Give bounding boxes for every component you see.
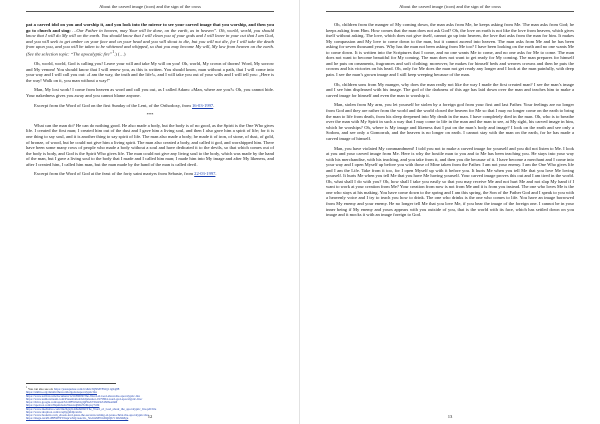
text: Excerpt from the Word of God at the feast of the forty saint martyrs from Sebaste, from — [34, 171, 195, 177]
footnote-rule — [26, 383, 116, 384]
text: . — [213, 102, 215, 108]
header-rule — [26, 11, 274, 12]
paragraph — [26, 103, 274, 109]
footnote-link[interactable]: https://spe.box.com/s/8zpm4wda7tkzcu4j99a7fzhlqwy7ri6l — [26, 404, 100, 408]
paragraph: Man, My lost work! I come from heaven as word and call you out, as I called Adam: «Man, where are you?» Oh, you cannot hide. Your nakedness gives you away and you cannot blame anyone. — [26, 87, 274, 98]
footnote-link[interactable]: https://jesuspulsar.com/tvshm/JQNMT8Wg11gKg88 — [54, 387, 120, 392]
footnote-link[interactable]: https://www.mediafire.com/file/6gzyb4r6uh6b9l/The_Word_of_God_about_the_apocalyptic_fire.pdf/file — [26, 407, 157, 411]
paragraph: What can the man do? He can do nothing good. He also made a body, but the body is of no good, as the Spirit is the One Who gives life. I created the first man; I created him out of the dust and I gave him a living soul, and then I also gave him a spirit of life; for it is one thing to say soul, and it is another thing to say spirit of life. The man also made a body; he made it of iron, of stone, of dust, of gold, of bronze, of wood, but he could not give him a living spirit. The man also created a body, and called it god, and worshipped him. There have been some many rows of people who made a body without a soul and have dedicated it to the devils, so that which comes out of the body is body, and God is the Spirit Who gives life. The man could not give any living soul to the body, which was made by the hand of the man, but I gave a living soul to the body that I made and I called him man; I made him into My image and after My likeness, and after I created him, I called him man, but the man made by the hand of the man is called devil. — [26, 122, 274, 167]
footnote-link[interactable]: https://www.scribd.com/document/121186009/The-Word-of-God-about-the-apocalyptic-fire — [26, 394, 141, 398]
paragraph: Oh, children from the manger of My coming down, the man asks from Me, he keeps asking from Me. The man asks from God; he keeps asking from Him. How comes that the man does not ask God? Oh, the love on earth is not like the love from heaven, which gives itself without asking. The love, which does not give itself, cannot go up into heaven, the love that asks from the man for him. It makes My compassion and My love to come down to the man, but it cannot ascend into heaven. The man asks from Me and he has been asking for seven thousand years. Why has the man not been asking from Me too? I have been looking on the earth and no one wants Me to come down. It is written into the Scriptures that I come, and no one wants Me to come, and no one asks for Me to come. The man does not want to become beautiful for My coming. The man does not want to get ready for My coming. The man prepares for himself and he puts on ornaments, fragrances and soft clothing; moreover, he makes for himself beds and weaves crowns and then he puts the crowns and his victories on his head. Oh, only for Me does the man not get ready any longer and I look at the man painfully, with deep pain. I see the man’s grown image and I still keep weeping because of the man. — [326, 22, 574, 77]
header-rule — [326, 11, 574, 12]
text: . — [215, 171, 217, 177]
footnote-link[interactable]: https://www.bookrix.com_ebook-lord-jesus-the-second-coming-of-jesus-christ-the-apocalyptic-fire — [26, 414, 149, 418]
footnote-ref[interactable]: 1 — [112, 49, 115, 54]
footnote-number: 1 — [26, 386, 28, 389]
section-separator: *** — [146, 112, 154, 118]
footnote-link[interactable]: https://www.authorstream.com/Presentation/feldjeleanor-1975804-word-god-apocalyptic-fire/ — [26, 397, 143, 401]
date-link[interactable]: 22-03-1997 — [194, 171, 216, 177]
paragraph — [26, 171, 274, 177]
running-head: About the carved image (icon) and the sign of the cross — [399, 4, 501, 9]
footnote-link[interactable]: https://mega.nz/#!LtHBSHY5!hsprwXQ1sAz1G_SGfri2MWnDQOjU5 blhJ4Mgu — [26, 417, 129, 421]
text: .) (…) — [114, 51, 126, 57]
paragraph: Man, stolen from My arm, you let yourself be stolen by a foreign god from your first and last Father. Your feelings are no longer from God and they are rather from the world and the world closed the heaven for Me so that I may no longer come on the earth to bring the man to life from death, from his sleep deepened into My death in the man. I have completely died in the man. Oh, who is to breathe over the man with My Spirit in such a way that I may come to life in the man and the man to see, at My sight, his carved image in him, which he worships? Oh, where is My image and likeness that I put on the man’s body and image? I look on the earth and see only a Sodom, and see only a Gomorrah, and the heaven is no longer on earth. I cannot stay with the man on the earth, for he has made a carved image of himself. — [326, 102, 574, 141]
footnote-link[interactable]: https://www.dropbox.com/s/aq6ygnb9p/anfw — [26, 410, 82, 414]
right-page — [300, 0, 600, 424]
paragraph: Oh, world, world, God is calling you! Leave your will and take My will on you! Oh, world, My crown of thorns! Word, My sorrow and My venom! You should know that I will renew you, as this is written. You should know, man without a path, that I will come into your way and I will call you out: «I am the way, the truth and the life!», and I will take you out of your wills and I will tell you: „Here is the way! Walk on it, you man without a way!” — [26, 60, 274, 83]
italic-text: …Our Father in heaven, may Your will be done, on the earth, as in heaven”. Oh, world, world, you should know that I will do My will on the earth. You should know that I will clean you of your gods and I will leave in your cut that I am God, and you will seek to get amber on your face and on your head and you will shout to die, but you will not die, for I will take the death from upon you, and you will be taken to be whitened and whipped, so that you may become My will, My law from heaven on the earth. (See the selection topic: “The apocalyptic fire” — [26, 27, 274, 57]
date-link[interactable]: 16-03-1997 — [191, 102, 214, 108]
paragraph: Oh, children sons from My manger, why does the man really not like the way I made the first created man? I see the man’s image and I see him displeased with his image. The god of the darkness of this age has laid down over the man and teaches him to make a carved image for himself and even the man to worship it. — [326, 81, 574, 98]
text: Excerpt from the Word of God on the first Sunday of the Lent, of the Orthodoxy, from — [34, 102, 192, 108]
paragraph: Man, you have violated My commandment! I told you not to make a carved image for yourself and you did not listen to Me. I look at you and your carved image from Me. Here is why the hostile man to you and to Me has been teaching you. He stays into your way with his merchandise, with his teaching, and you take from it, and then you die because of it. I have become a merchant and I come into your way and I open Myself up before you with those of Mine taken from the Father. I am not your enemy. I am the One Who gives life and I am the Life. Take from it too, for I open Myself up with it before you. It hurts Me when you tell Me that you love Me loving yourself. It hurts Me when you tell Me that you have Me having yourself. Your carved image proves this out and I am tired in the world. Oh, what shall I do with you? Oh, how shall I take you easily so that you may receive Me and not hurt Me and not slap My hand if I want to work at your creation from Me? Your creation from now is not from Me and it is from you instead. The one who loves Me is the one who stays at his making. You have come down to the spring and I am this spring, the Son of the Father God and I speak to you with a heavenly voice and I try to teach you how to drink. The one who drinks is the one who comes to life. You have an image borrowed from My enemy and your enemy. He no longer tell Me that you love Me, if you bear the image of the foreign one. I cannot be in your inner being if My enemy and yours appears with you outside of you, that is the world with its face, which has settled down on you image and it mocks it with an image foreign to God. — [326, 145, 575, 218]
page-body — [26, 22, 274, 181]
page-body — [326, 22, 574, 222]
footnote-link[interactable]: https://drive.google.com/open?id=0BW9e61gQPbwbT0xiZ2Z4S0hsamM — [26, 401, 118, 405]
footnote-intro: You can also see on: — [27, 387, 55, 392]
running-head: About the carved image (icon) and the sign of the cross — [99, 4, 201, 9]
footnote-link[interactable]: https://anthro.org/details/theworldofgodonapocalypticfire — [26, 391, 97, 395]
bold-text: pat a carved idol on you and worship it, and you look into the mirror to see your carved image that you worship, and then you go to church and sing: — [26, 22, 274, 33]
page-number: 13 — [447, 414, 453, 419]
page-number: 12 — [147, 414, 153, 419]
paragraph — [26, 22, 274, 57]
